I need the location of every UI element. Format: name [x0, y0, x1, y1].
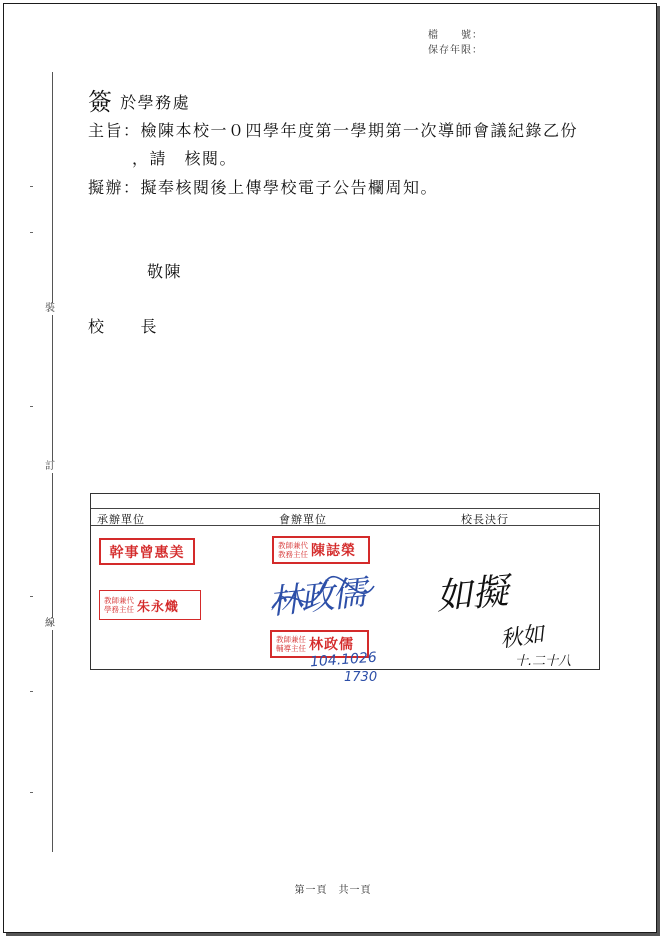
stamp-title	[104, 596, 134, 614]
col-cosign-unit: 會辦單位	[279, 513, 327, 526]
binding-char-xian: 線	[45, 618, 55, 629]
table-rule	[91, 508, 599, 509]
binding-char-ding: 訂	[45, 461, 55, 472]
margin-tick	[30, 186, 33, 187]
to-office: 於學務處	[120, 93, 191, 112]
stamp-title	[276, 635, 306, 653]
retention-period-label: 保存年限：	[428, 45, 483, 56]
stamp-academic-affairs	[272, 536, 370, 564]
proposal-label: 擬辦：	[88, 178, 141, 197]
stamp-title-line: 輔導主任	[276, 644, 306, 653]
col-principal-decision: 校長決行	[461, 513, 509, 526]
handwritten-date: 104.1026	[309, 649, 378, 671]
margin-tick	[30, 232, 33, 233]
stamp-student-affairs-name: 朱永熾	[137, 599, 180, 615]
margin-tick	[30, 691, 33, 692]
col-handling-unit: 承辦單位	[97, 513, 145, 526]
proposal-line	[88, 178, 438, 198]
cosign-signature: 林政儒	[266, 573, 367, 623]
stamp-title-line: 教務主任	[278, 550, 308, 559]
margin-tick	[30, 792, 33, 793]
stamp-title-line: 教師兼任	[276, 635, 306, 644]
stamp-guidance-name: 林政儒	[309, 637, 354, 653]
subject-label: 主旨：	[88, 121, 141, 140]
margin-tick	[30, 406, 33, 407]
stamp-handler	[99, 538, 195, 565]
margin-tick	[30, 596, 33, 597]
stamp-title-line: 學務主任	[104, 605, 134, 614]
principal-signature: 秋如	[498, 622, 546, 653]
table-rule	[91, 525, 599, 526]
subject-text-1: 檢陳本校一０四學年度第一學期第一次導師會議紀錄乙份	[140, 121, 579, 140]
stamp-title-line: 教師兼代	[278, 541, 308, 550]
respect-closing: 敬陳	[147, 262, 183, 281]
stamp-academic-affairs-name: 陳誌榮	[311, 543, 356, 559]
principal-decision: 如擬	[434, 570, 510, 619]
handwritten-time: 1730	[344, 670, 378, 685]
stamp-title-line: 教師兼代	[104, 596, 134, 605]
file-number-label: 檔 號：	[428, 30, 483, 41]
page-number: 第一頁 共一頁	[294, 885, 372, 896]
stamp-title	[278, 541, 308, 559]
sign-char: 簽	[88, 88, 114, 116]
stamp-student-affairs	[99, 590, 201, 620]
page-frame	[3, 3, 657, 933]
signature-stroke	[272, 577, 374, 608]
binding-char-zhuang: 裝	[45, 303, 55, 314]
principal-sign-date: 十.二十八	[515, 654, 572, 669]
subject-line-1	[88, 121, 578, 141]
memo-heading	[88, 88, 191, 116]
subject-text-2: ，請 核閱。	[132, 149, 238, 168]
proposal-text: 擬奉核閱後上傳學校電子公告欄周知。	[140, 178, 439, 197]
signature-scribble	[262, 568, 382, 628]
principal-addressee: 校 長	[88, 317, 159, 336]
stamp-handler-name: 幹事曾惠美	[109, 544, 185, 561]
